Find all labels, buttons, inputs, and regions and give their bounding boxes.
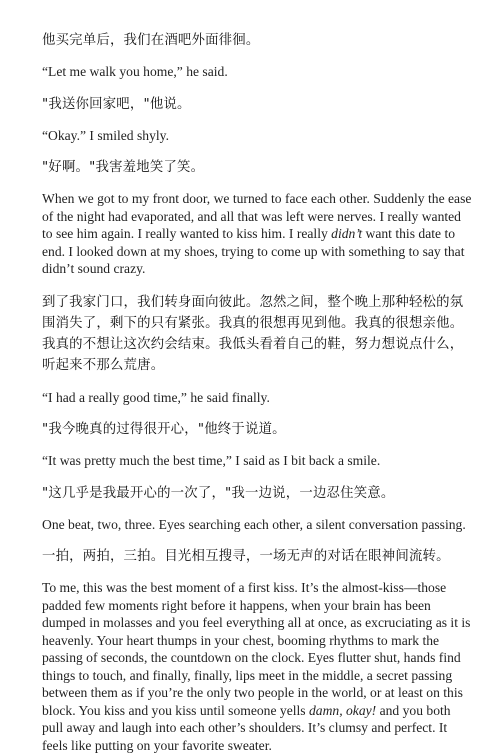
paragraph-en-6-part-1: When we got to my front door, we turned to face each other. Suddenly the ease of the night had evaporated, and all that was left were nerves. I really wanted to see him again. I really wanted to kiss him. I really bbox=[42, 191, 472, 241]
paragraph-en-14 bbox=[42, 579, 472, 754]
document-page bbox=[42, 30, 472, 754]
paragraph-en-14-part-1: To me, this was the best moment of a first kiss. It’s the almost-kiss—those padded few moments right before it happens, when your brain has been dumped in molasses and you feel everything all at once, as excruciating as it is heavenly. Your heart thumps in your chest, booming rhythms to mark the passing of seconds, the countdown on the clock. Eyes flutter shut, hands find things to touch, and finally, finally, lips meet in the middle, a secret passing between them as if you’re the only two people in the world, or at least on this block. You kiss and you kiss until someone yells bbox=[42, 580, 471, 718]
paragraph-en-8: “I had a really good time,” he said finally. bbox=[42, 389, 270, 405]
paragraph-zh-9: "我今晚真的过得很开心，"他终于说道。 bbox=[42, 422, 286, 437]
paragraph-en-6-italic: didn’t bbox=[331, 226, 363, 241]
paragraph-en-12: One beat, two, three. Eyes searching each other, a silent conversation passing. bbox=[42, 516, 466, 532]
paragraph-en-10: “It was pretty much the best time,” I said as I bit back a smile. bbox=[42, 453, 381, 468]
paragraph-zh-11: "这几乎是我最开心的一次了，"我一边说，一边忍住笑意。 bbox=[42, 485, 395, 501]
paragraph-zh-1: 他买完单后，我们在酒吧外面徘徊。 bbox=[42, 33, 260, 48]
paragraph-en-6 bbox=[42, 190, 472, 278]
paragraph-zh-7: 到了我家门口，我们转身面向彼此。忽然之间，整个晚上那种轻松的氛围消失了，剩下的只有紧张。我真的很想再见到他。我真的很想亲他。我真的不想让这次约会结束。我低头看着自己的鞋，努力想说点什么，听起来不那么荒唐。 bbox=[42, 294, 464, 373]
paragraph-en-14-italic: damn, okay! bbox=[308, 702, 377, 718]
paragraph-zh-13: 一拍，两拍，三拍。目光相互搜寻，一场无声的对话在眼神间流转。 bbox=[42, 549, 450, 564]
paragraph-zh-3: "我送你回家吧，"他说。 bbox=[42, 96, 191, 112]
paragraph-en-4: “Okay.” I smiled shyly. bbox=[42, 127, 169, 143]
paragraph-en-2: “Let me walk you home,” he said. bbox=[42, 64, 228, 79]
paragraph-en-6-part-2: want this date to end. I looked down at my shoes, trying to come up with something to say that didn’t sound crazy. bbox=[42, 226, 465, 276]
paragraph-zh-5: "好啊。"我害羞地笑了笑。 bbox=[42, 160, 205, 175]
paragraph-en-14-part-2: and you both pull away and laugh into each other’s shoulders. It’s clumsy and perfect. It feels like putting on your favorite sweater. bbox=[42, 702, 451, 753]
